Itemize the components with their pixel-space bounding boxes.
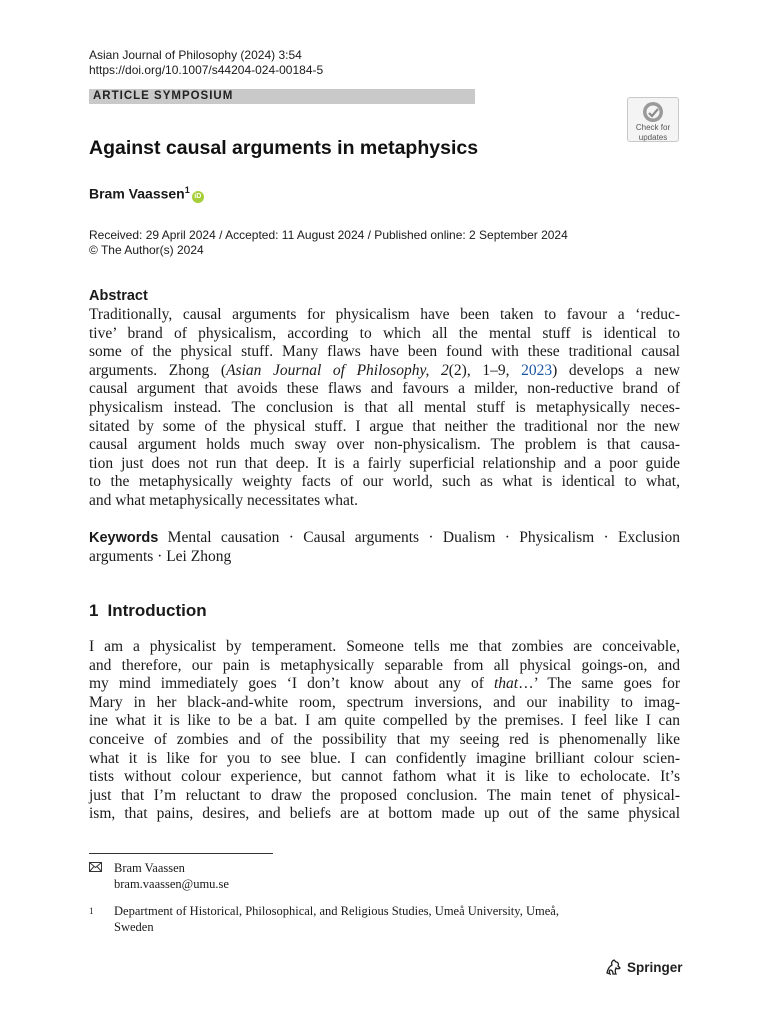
footnotes <box>89 861 649 935</box>
abstract-heading: Abstract <box>89 288 148 304</box>
orcid-icon[interactable]: iD <box>192 191 204 203</box>
affiliation-line-2: Sweden <box>114 919 154 934</box>
abstract-line: tion just does not run that deep. It is a fairly superficial relationship and a poor guide <box>89 454 680 472</box>
reference-link[interactable]: 2023 <box>521 361 553 379</box>
copyright-line: © The Author(s) 2024 <box>89 243 204 257</box>
publisher-name: Springer <box>627 959 683 975</box>
body-line: Mary in her black-and-white room, spectrum inversions, and our inability to imag- <box>89 693 680 711</box>
corresponding-author <box>89 861 649 877</box>
springer-horse-icon <box>604 959 622 975</box>
keywords-list: Mental causation · Causal arguments · Dualism · Physicalism · Exclusion <box>167 529 681 546</box>
abstract-line: causal argument that avoids these flaws and favours a milder, non-reductive brand of <box>89 380 680 398</box>
body-line-italic <box>89 675 680 694</box>
cited-journal: Asian Journal of Philosophy, 2 <box>226 361 449 379</box>
body-line: just that I’m reluctant to draw the proposed conclusion. The main tenet of physical- <box>89 786 680 804</box>
abstract-body <box>89 306 680 511</box>
author-line <box>89 185 204 203</box>
abstract-line: causal argument holds much sway over non-physicalism. The problem is that causa- <box>89 436 680 454</box>
abstract-line: some of the physical stuff. Many flaws have been found with these traditional causal <box>89 343 680 361</box>
affiliation-mark: 1 <box>89 906 94 916</box>
section-title: Introduction <box>107 601 207 620</box>
author-email[interactable]: bram.vaassen@umu.se <box>114 876 229 891</box>
check-for-updates-label-2: updates <box>638 132 668 142</box>
section-heading <box>89 601 207 621</box>
affiliation-text <box>114 904 559 935</box>
check-for-updates-icon <box>642 101 664 123</box>
body-line: ism, that pains, desires, and beliefs are at bottom made up out of the same physical <box>89 805 680 823</box>
body-line-end: …’ The same goes for <box>518 675 680 693</box>
publication-dates <box>89 228 568 258</box>
abstract-line: and what metaphysically necessitates what. <box>89 491 359 509</box>
dates-line: Received: 29 April 2024 / Accepted: 11 August 2024 / Published online: 2 September 2024 <box>89 228 568 242</box>
check-for-updates-badge[interactable] <box>627 97 679 142</box>
section-banner: ARTICLE SYMPOSIUM <box>89 89 475 104</box>
section-number: 1 <box>89 601 99 620</box>
keywords <box>89 529 680 566</box>
author-affiliation-mark: 1 <box>184 185 190 195</box>
affiliation-line: Department of Historical, Philosophical, and Religious Studies, Umeå University, Umeå, <box>114 904 559 918</box>
emphasis: that <box>494 675 519 693</box>
journal-citation: Asian Journal of Philosophy (2024) 3:54 <box>89 48 302 62</box>
author-name[interactable]: Bram Vaassen <box>89 185 185 202</box>
abstract-line-citation <box>89 362 680 381</box>
corresponding-author-name: Bram Vaassen <box>114 861 185 875</box>
abstract-line: tive’ brand of physicalism, according to which all the mental stuff is identical to <box>89 324 680 342</box>
envelope-icon <box>89 861 114 877</box>
abstract-line: to the metaphysically weighty facts of our world, such as what is identical to what, <box>89 473 680 491</box>
body-line-start: my mind immediately goes ‘I don’t know about any of <box>89 675 494 693</box>
abstract-line: sitated by some of the physical stuff. I argue that neither the traditional nor the new <box>89 417 680 435</box>
body-line: conceive of zombies and of the possibility that my seeing red is phenomenally like <box>89 730 680 748</box>
spacer <box>89 877 114 893</box>
abstract-line: physicalism instead. The conclusion is that all mental stuff is metaphysically neces- <box>89 398 680 416</box>
body-line: tists without colour experience, but cannot fathom what it is like to echolocate. It’s <box>89 768 680 786</box>
check-for-updates-label: Check for <box>635 123 671 132</box>
publisher-logo <box>604 959 683 975</box>
body-line: and therefore, our pain is metaphysically separable from all physical goings-on, and <box>89 656 680 674</box>
footnote-divider <box>89 853 273 854</box>
affiliation <box>89 904 649 935</box>
keywords-line <box>89 529 680 548</box>
keywords-line-2: arguments · Lei Zhong <box>89 547 232 565</box>
body-line: what it is like for you to see blue. I can confidently imagine brilliant colour scien- <box>89 749 680 767</box>
keywords-label: Keywords <box>89 530 159 546</box>
introduction-body <box>89 638 680 824</box>
abstract-line-end: ) develops a new <box>552 361 680 379</box>
doi-link[interactable]: https://doi.org/10.1007/s44204-024-00184-5 <box>89 63 324 77</box>
body-line: I am a physicalist by temperament. Someone tells me that zombies are conceivable, <box>89 638 680 655</box>
abstract-line-start: arguments. Zhong ( <box>89 361 227 379</box>
body-line: ine what it is like to be a bat. I am quite compelled by the premises. I feel like I can <box>89 712 680 730</box>
article-title: Against causal arguments in metaphysics <box>89 137 479 159</box>
running-header <box>89 48 323 78</box>
abstract-line: Traditionally, causal arguments for physicalism have been taken to favour a ‘reduc- <box>89 306 680 323</box>
email-row <box>89 877 649 893</box>
cited-issue: (2), 1–9, <box>448 361 522 379</box>
